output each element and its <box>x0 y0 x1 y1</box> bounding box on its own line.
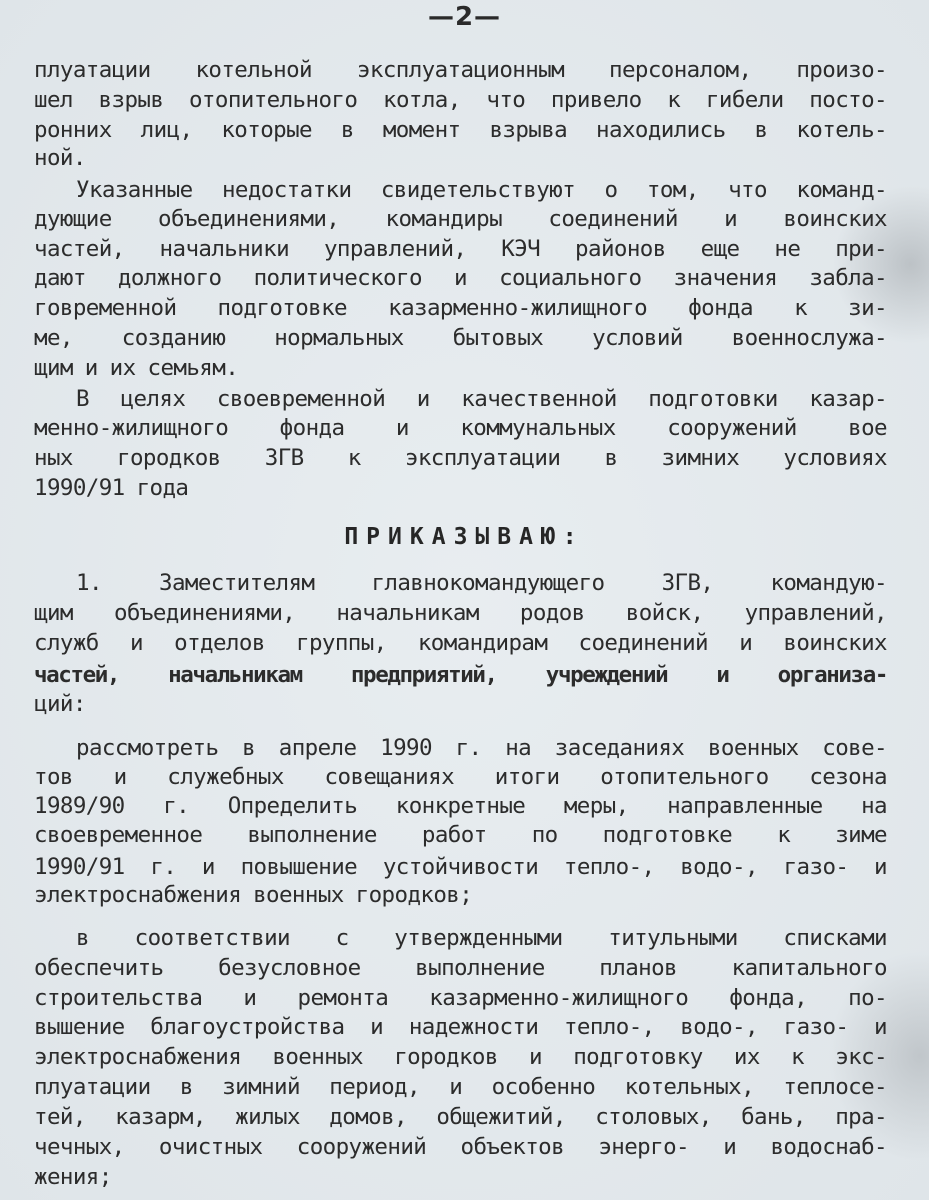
order-heading: ПРИКАЗЫВАЮ: <box>344 524 585 550</box>
text-line: частей, начальники управлений, КЭЧ районов еще не при- <box>34 236 887 262</box>
text-line: тей, казарм, жилых домов, общежитий, столовых, бань, пра- <box>34 1104 887 1130</box>
text-line: электроснабжения военных городков и подготовку их к экс- <box>34 1044 887 1070</box>
text-line: В целях своевременной и качественной подготовки казар- <box>76 386 887 412</box>
text-line: щим объединениями, начальникам родов войск, управлений, <box>34 600 887 626</box>
text-line: плуатации в зимний период, и особенно котельных, теплосе- <box>34 1074 887 1100</box>
text-line: дующие объединениями, командиры соединений и воинских <box>34 206 887 232</box>
text-line: Указанные недостатки свидетельствуют о том, что команд- <box>76 177 887 203</box>
text-line: в соответствии с утвержденными титульными списками <box>76 925 887 951</box>
text-line: обеспечить безусловное выполнение планов капитального <box>34 955 887 981</box>
text-line: 1990/91 года <box>34 475 189 501</box>
text-line: ций: <box>34 691 86 717</box>
text-line: ме, созданию нормальных бытовых условий военнослужа- <box>34 325 887 351</box>
text-line: плуатации котельной эксплуатационным персоналом, произо- <box>34 57 887 83</box>
text-line: своевременное выполнение работ по подготовке к зиме <box>34 822 887 848</box>
text-line: дают должного политического и социального значения забла- <box>34 265 887 291</box>
text-line: ных городков ЗГВ к эксплуатации в зимних условиях <box>34 445 887 471</box>
text-line: рассмотреть в апреле 1990 г. на заседаниях военных сове- <box>76 735 887 761</box>
text-line: 1990/91 г. и повышение устойчивости тепло-, водо-, газо- и <box>34 854 887 880</box>
text-line: частей, начальникам предприятий, учреждений и организа- <box>34 662 887 688</box>
text-line: шел взрыв отопительного котла, что привело к гибели посто- <box>34 87 887 113</box>
text-line: электроснабжения военных городков; <box>34 882 473 908</box>
text-line: 1989/90 г. Определить конкретные меры, направленные на <box>34 793 887 819</box>
text-line: говременной подготовке казарменно-жилищного фонда к зи- <box>34 295 887 321</box>
text-line: тов и служебных совещаниях итоги отопительного сезона <box>34 764 887 790</box>
text-line: жения; <box>34 1164 112 1190</box>
text-line: 1. Заместителям главнокомандующего ЗГВ, командую- <box>76 570 887 596</box>
text-line: строительства и ремонта казарменно-жилищного фонда, по- <box>34 985 887 1011</box>
text-line: ной. <box>34 145 86 171</box>
text-line: чечных, очистных сооружений объектов энерго- и водоснаб- <box>34 1134 887 1160</box>
text-line: вышение благоустройства и надежности тепло-, водо-, газо- и <box>34 1014 887 1040</box>
text-line: щим и их семьям. <box>34 355 239 381</box>
text-line: менно-жилищного фонда и коммунальных сооружений вое <box>34 415 887 441</box>
text-line: служб и отделов группы, командирам соединений и воинских <box>34 630 887 656</box>
page-number: —2— <box>427 2 502 32</box>
text-line: ронних лиц, которые в момент взрыва находились в котель- <box>34 117 887 143</box>
